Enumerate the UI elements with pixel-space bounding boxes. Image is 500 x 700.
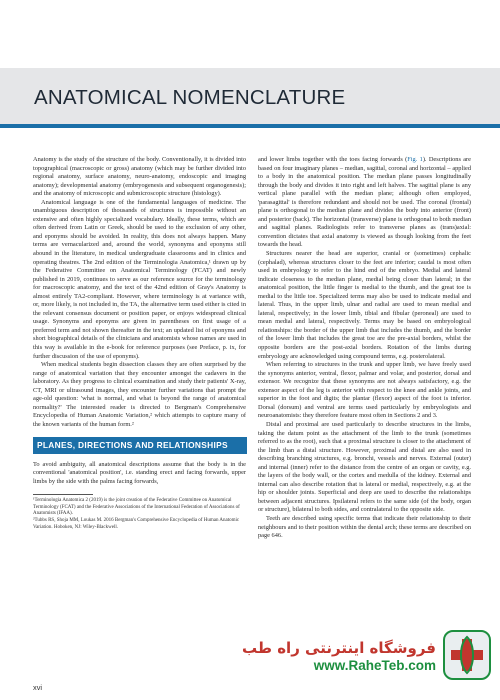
paragraph [258,156,471,250]
right-column [258,156,471,541]
paragraph-text: ). Descriptions are based on four imaginary planes – median, sagittal, coronal and horizontal – applied to a body in the anatomical position. The median plane passes longitudinally through the body and divides it into right and left halves. The sagittal plane is any vertical plane parallel with the median plane; although often employed, 'parasagittal' is therefore redundant and should not be used. The coronal (frontal) plane is orthogonal to the median plane and divides the body into anterior (front) and posterior (back). The horizontal (transverse) plane is orthogonal to both median and sagittal planes. Radiologists refer to transverse planes as (trans)axial: convention dictates that axial anatomy is viewed as though looking from the feet towards the head. [258,156,471,249]
watermark-url[interactable]: www.RaheTeb.com [313,657,436,673]
paragraph: Anatomical language is one of the fundamental languages of medicine. The unambiguous description of thousands of structures is impossible without an extensive and often highly specialized vocabulary. Ideally, these terms, which are often derived from Latin or Greek, should be used to the exclusion of any other, and eponyms should be avoided. In reality, this does not always happen. Many terms are vernacularized and, around the world, synonyms and eponyms still abound in the literature, in medical undergraduate classrooms and in clinics and operating theatres. The 2nd edition of the Terminologia Anatomica,¹ drawn up by the Federative Committee on Anatomical Terminology (FCAT) and newly published in 2019, continues to serve as our reference source for the terminology for macroscopic anatomy, and the text of the 42nd edition of Gray's Anatomy is almost entirely TA2-compliant. However, where terminology is at variance with, or, more likely, is not included in, the TA, the alternative term used either is cited in the relevant consensus document or position paper, or enjoys widespread clinical usage. Synonyms and eponyms are given in parentheses on first usage of a preferred term and not shown thereafter in the text; an updated list of eponyms and short biographical details of the clinicians and anatomists whose names are used in this way is available in the e-book for reference purposes (see Preface, p. ix, for further discussion of the use of eponyms). [33,198,246,360]
paragraph: When referring to structures in the trunk and upper limb, we have freely used the synonyms anterior, ventral, flexor, palmar and volar, and posterior, dorsal and extensor. We recognize that these synonyms are not always satisfactory, e.g. the extensor aspect of the leg is anterior with respect to the knee and ankle joints, and superior in the foot and digits; the plantar (flexor) aspect of the foot is inferior. Dorsal (dorsum) and ventral are terms used particularly by embryologists and neuroanatomists: they therefore feature most often in Sections 2 and 3. [258,361,471,420]
paragraph-text: and lower limbs together with the toes facing forwards ( [258,156,408,163]
left-column [33,156,246,532]
rahe-teb-logo-icon [442,629,492,681]
watermark[interactable] [230,624,492,686]
section-title: PLANES, DIRECTIONS AND RELATIONSHIPS [37,439,228,450]
title-rule [0,124,500,128]
paragraph: Structures nearer the head are superior, cranial or (sometimes) cephalic (cephalad), whereas structures closer to the feet are inferior; caudal is most often used in embryology to refer to the hind end of the embryo. Medial and lateral indicate closeness to the median plane, medial being closer than lateral; in the anatomical position, the little finger is medial to the thumb, and the great toe is medial to the little toe. Specialized terms may also be used to indicate medial and lateral. Thus, in the upper limb, ulnar and radial are used to mean medial and lateral, respectively; in the lower limb, tibial and fibular (peroneal) are used to mean medial and lateral, respectively. Terms may be based on embryological relationships: the border of the upper limb that includes the thumb, and the border of the lower limb that includes the great toe are the pre-axial borders, whilst the opposite borders are the post-axial borders. Rotation of the limbs during embryology are acknowledged using compound terms, e.g. posterolateral. [258,250,471,360]
paragraph: Teeth are described using specific terms that indicate their relationship to their neighbours and to their position within the dental arch; these terms are described on page 646. [258,514,471,540]
section-heading [33,437,247,454]
page-number: xvi [33,683,43,692]
watermark-store-name: فروشگاه اینترنتی راه طب [241,638,436,657]
footnote: ¹Terminologia Anatomica 2 (2019) is the joint creation of the Federative Committee on Anatomical Terminology (FCAT) and the Federative Associations of the International Federation of Associations of Anatomists (IFAA). [33,498,240,516]
paragraph: Anatomy is the study of the structure of the body. Conventionally, it is divided into topographical (macroscopic or gross) anatomy (which may be further divided into regional anatomy, surface anatomy, neuro-anatomy, endoscopic and imaging anatomy); developmental anatomy (embryogenesis and subsequent organogenesis); and the anatomy of microscopic and submicroscopic structure (histology). [33,156,246,198]
footnote: ²Tubbs RS, Shoja MM, Loukas M. 2016 Bergman's Comprehensive Encyclopedia of Human Anatomic Variation. Hoboken, NJ: Wiley-Blackwell. [33,518,240,530]
watermark-text [242,638,436,673]
figure-link[interactable]: Fig. 1 [407,156,423,163]
paragraph: To avoid ambiguity, all anatomical descriptions assume that the body is in the conventional 'anatomical position', i.e. standing erect and facing forwards, upper limbs by the side with the palms facing forwards, [33,460,246,485]
page-title: ANATOMICAL NOMENCLATURE [34,86,346,109]
footnote-divider [33,494,93,495]
footnotes [33,498,246,531]
paragraph: Distal and proximal are used particularly to describe structures in the limbs, taking the datum point as the attachment of the limb to the trunk (sometimes referred to as the root), such that a proximal structure is closer to the attachment of the limb than a distal structure. However, proximal and distal are also used in describing branching structures, e.g. bronchi, vessels and nerves. External (outer) and internal (inner) refer to the distance from the centre of an organ or cavity, e.g. the layers of the body wall, or the cortex and medulla of the kidney. External and internal can also describe rotation that is lateral or medial, respectively, e.g. at the hip or shoulder joints. Superficial and deep are used to describe the relationships between adjacent structures. Ipsilateral refers to the same side (of the body, organ or structure), bilateral to both sides, and contralateral to the opposite side. [258,420,471,514]
paragraph: When medical students begin dissection classes they are often surprised by the range of anatomical variation that they encounter amongst the cadavers in the laboratory. As they progress to clinical examination and study their patients' X-ray, CT, MRI or ultrasound images, they encounter further variations that prompt the age-old question: 'what is normal, and what is beyond the range of anatomical normality?' The interested reader is directed to Bergman's Comprehensive Encyclopedia of Human Anatomic Variation,² which attempts to capture many of the known variants of the human form.² [33,361,246,428]
top-margin [0,0,500,68]
